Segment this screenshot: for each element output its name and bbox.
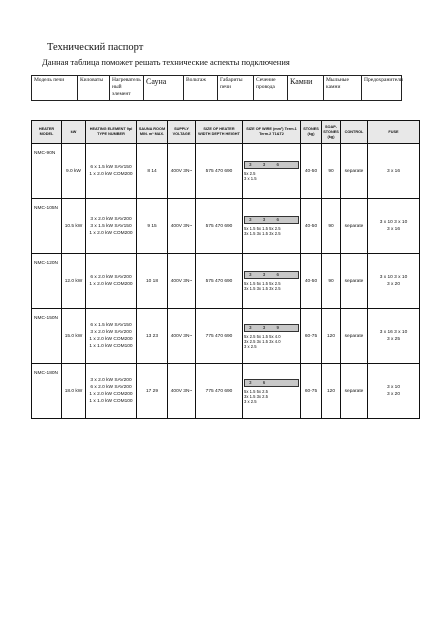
heating-elements: 3 x 2.0 kW SAV200 3 x 1.5 kW SAV150 1 x 2.0 kW COM200 [86,199,137,254]
control-type: separate [341,309,368,364]
spec-header-cell: SOAP-STONES (kg) [322,121,341,144]
supply-voltage: 400V 3N~ [168,144,196,199]
spec-header-cell: STONES (kg) [301,121,322,144]
wire-size [243,364,301,419]
control-type: separate [341,199,368,254]
control-type: separate [341,144,368,199]
heater-model: NMC-105N [32,199,62,254]
ru-header-cell: Нагреватель ный элемент [110,76,144,101]
wire-size [243,309,301,364]
spec-header-cell: HEATING ELEMENT 9pl TYPE NUMBER [86,121,137,144]
ru-header-cell: Сауна [144,76,184,101]
wire-terminal-bar: 3 3 6 [244,161,299,169]
sauna-room: 9 15 [137,199,168,254]
fuse: 3 x 10 3 x 20 [368,364,420,419]
wire-values: 5x 1.5 5x 1.5 5x 2.5 3x 1.5 3x 1.5 3x 2.5 [244,226,281,236]
spec-header-cell: SUPPLY VOLTAGE [168,121,196,144]
soapstones-kg: 120 [322,364,341,419]
wire-size [243,254,301,309]
heater-size: 575 470 690 [196,254,243,309]
sauna-room: 10 18 [137,254,168,309]
stones-kg: 60-75 [301,309,322,364]
heater-spec-table [31,120,420,419]
soapstones-kg: 90 [322,254,341,309]
spec-header-cell: CONTROL [341,121,368,144]
fuse: 3 x 10 3 x 10 3 x 20 [368,254,420,309]
stones-kg: 40-50 [301,199,322,254]
ru-header-cell: Модель печи [32,76,78,101]
wire-terminal-bar: 3 6 [244,379,299,387]
spec-header-cell: SIZE OF HEATER WIDTH DEPTH HEIGHT [196,121,243,144]
heater-kw: 12.0 kW [62,254,86,309]
spec-header-cell: FUSE [368,121,420,144]
heater-kw: 10.5 kW [62,199,86,254]
table-row [32,309,420,364]
heater-size: 775 470 690 [196,364,243,419]
supply-voltage: 400V 3N~ [168,309,196,364]
sauna-room: 13 23 [137,309,168,364]
wire-terminal-bar: 3 3 6 [244,216,299,224]
supply-voltage: 400V 3N~ [168,364,196,419]
spec-header-cell: HEATER MODEL [32,121,62,144]
sauna-room: 17 29 [137,364,168,419]
heater-size: 775 470 690 [196,309,243,364]
wire-values: 5x 1.5 5x 1.5 5x 2.5 3x 1.5 3x 1.5 3x 2.5 [244,281,281,291]
control-type: separate [341,254,368,309]
ru-header-cell: Предохранители [362,76,402,101]
ru-header-cell: Киловаты [78,76,110,101]
soapstones-kg: 120 [322,309,341,364]
table-row [32,199,420,254]
fuse: 3 x 16 [368,144,420,199]
heater-model: NMC-150N [32,309,62,364]
wire-terminal-bar: 3 3 9 [244,324,299,332]
wire-size [243,144,301,199]
supply-voltage: 400V 3N~ [168,199,196,254]
soapstones-kg: 90 [322,144,341,199]
ru-header-cell: Камни [288,76,324,101]
table-row [32,254,420,309]
ru-header-cell: Вольтаж [184,76,218,101]
wire-values: 5x 2.5 3 x 1.5 [244,171,257,181]
spec-header-cell: kW [62,121,86,144]
heater-size: 575 470 690 [196,199,243,254]
heating-elements: 6 x 1.5 kW SAV150 3 x 2.0 kW SAV200 1 x 2.0 kW COM200 1 x 1.0 kW COM100 [86,309,137,364]
heater-model: NMC-180N [32,364,62,419]
heater-kw: 18.0 kW [62,364,86,419]
fuse: 3 x 10 3 x 10 3 x 16 [368,199,420,254]
sauna-room: 8 14 [137,144,168,199]
heating-elements: 3 x 2.0 kW SAV200 6 x 2.0 kW SAV200 1 x 2.0 kW COM200 1 x 1.0 kW COM100 [86,364,137,419]
supply-voltage: 400V 3N~ [168,254,196,309]
heater-model: NMC-90N [32,144,62,199]
stones-kg: 60-75 [301,364,322,419]
heater-kw: 15.0 kW [62,309,86,364]
spec-header-cell: SAUNA ROOM MIN. m³ MAX. [137,121,168,144]
spec-header-cell: SIZE OF WIRE (mm²) Term.1 Term.2 T1&T2 [243,121,301,144]
soapstones-kg: 90 [322,199,341,254]
wire-terminal-bar: 3 3 6 [244,271,299,279]
russian-header-table [31,75,402,101]
stones-kg: 40-50 [301,254,322,309]
control-type: separate [341,364,368,419]
table-row [32,364,420,419]
heater-size: 575 470 690 [196,144,243,199]
heater-model: NMC-120N [32,254,62,309]
wire-values: 5x 1.5 5x 2.5 3x 1.5 3x 2.5 3 x 2.5 [244,388,268,404]
fuse: 3 x 16 3 x 10 3 x 25 [368,309,420,364]
heating-elements: 6 x 2.0 kW SAV200 1 x 2.0 kW COM200 [86,254,137,309]
wire-values: 5x 2.5 5x 1.5 5x 4.0 3x 2.5 3x 1.5 3x 4.0 3 x 2.5 [244,333,281,349]
table-row [32,144,420,199]
ru-header-cell: Мыльные камни [324,76,362,101]
wire-size [243,199,301,254]
heater-kw: 9.0 kW [62,144,86,199]
document-subtitle: Данная таблица поможет решать технические аспекты подключения [42,57,290,67]
heating-elements: 6 x 1.5 kW SAV150 1 x 2.0 kW COM200 [86,144,137,199]
ru-header-cell: Сечение провода [254,76,288,101]
ru-header-cell: Габариты печи [218,76,254,101]
stones-kg: 40-50 [301,144,322,199]
document-title: Технический паспорт [47,42,144,53]
